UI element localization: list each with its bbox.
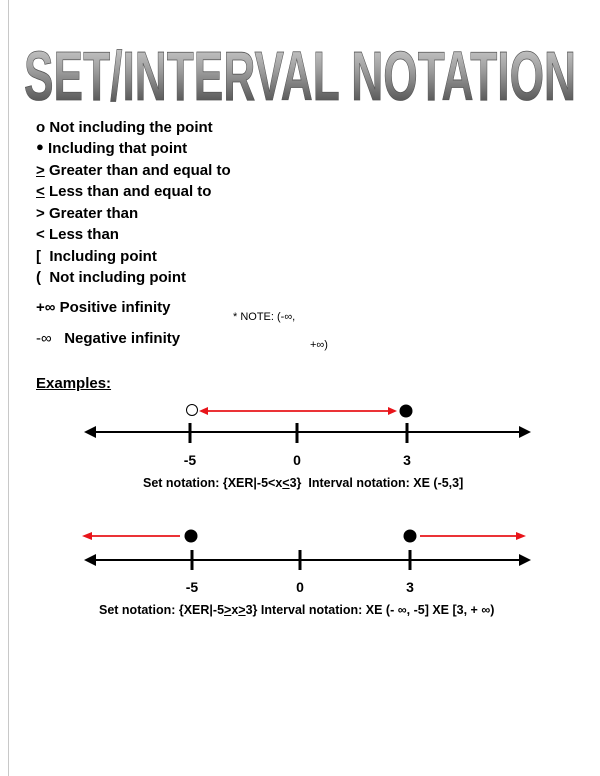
axis-arrow-left [84, 426, 96, 438]
number-line-example-1 [0, 395, 600, 475]
examples-heading: Examples: [36, 375, 112, 392]
legend-closed-circle: ● Including that point [36, 139, 188, 157]
tick-label-3: 3 [406, 579, 414, 595]
legend-pos-infinity: +∞ Positive infinity [36, 299, 171, 316]
legend-gt: > Greater than [36, 205, 139, 222]
closed-circle-neg5 [185, 530, 198, 543]
axis-arrow-right [519, 426, 531, 438]
note-line-1: * NOTE: (-∞, [233, 311, 296, 323]
ray-arrow-right [516, 532, 526, 540]
tick-label-0: 0 [296, 579, 304, 595]
closed-circle-3 [400, 405, 413, 418]
number-line-example-2 [0, 520, 600, 600]
tick-label-0: 0 [293, 452, 301, 468]
legend-bracket: [ Including point [36, 248, 157, 265]
example-2-caption: Set notation: {XER|-5>x>3} Interval notation: XE (- ∞, -5] XE [3, + ∞) [99, 603, 495, 617]
legend-ge: > Greater than and equal to [36, 162, 231, 179]
legend-paren: ( Not including point [36, 269, 186, 286]
page-title: SET/INTERVAL NOTATION [24, 37, 576, 115]
open-circle-neg5 [187, 405, 198, 416]
title-banner [0, 28, 600, 118]
ray-arrow-left [82, 532, 92, 540]
ray-arrow-left [199, 407, 208, 415]
closed-circle-3 [404, 530, 417, 543]
legend-le: < Less than and equal to [36, 183, 212, 200]
tick-label-neg5: -5 [185, 579, 199, 595]
ray-arrow-right [388, 407, 397, 415]
example-1-caption: Set notation: {XER|-5<x<3} Interval notation: XE (-5,3] [143, 476, 464, 490]
tick-label-neg5: -5 [183, 452, 197, 468]
legend-lt: < Less than [36, 226, 119, 243]
note-line-2: +∞) [310, 339, 328, 351]
legend-neg-infinity: -∞ Negative infinity [36, 330, 181, 347]
axis-arrow-right [519, 554, 531, 566]
legend-open-circle: o Not including the point [36, 119, 213, 136]
axis-arrow-left [84, 554, 96, 566]
tick-label-3: 3 [403, 452, 411, 468]
